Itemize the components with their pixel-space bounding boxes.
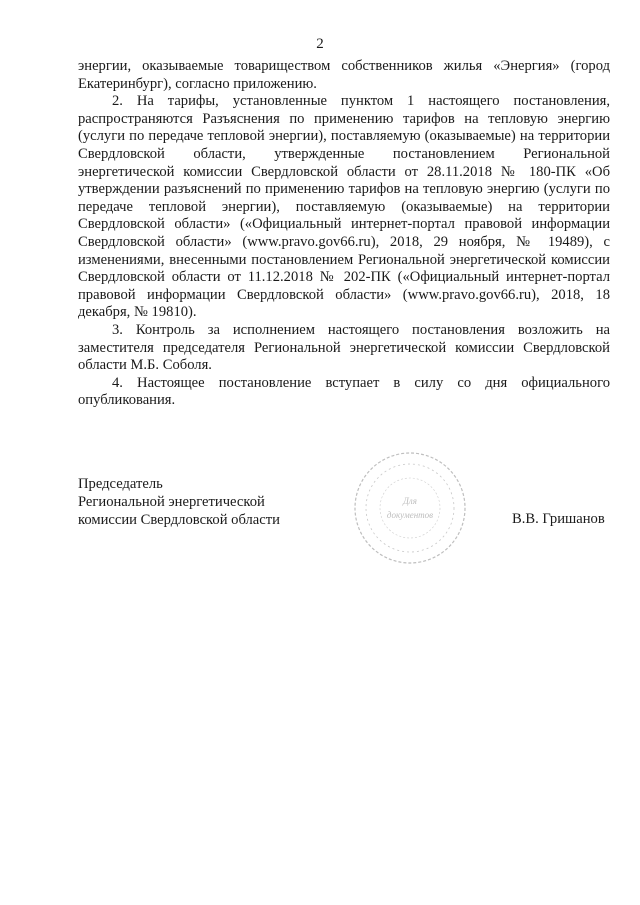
page-number: 2 xyxy=(316,36,324,52)
svg-text:документов: документов xyxy=(386,510,434,520)
signatory-title-line-2: Региональной энергетической xyxy=(78,494,265,510)
paragraph-item-3: 3. Контроль за исполнением настоящего постановления возложить на заместителя председателя Региональной энергетической комиссии Свердловской области М.Б. Соболя. xyxy=(78,321,610,374)
signatory-title-line-3: комиссии Свердловской области xyxy=(78,512,280,528)
signatory-name: В.В. Гришанов xyxy=(512,511,605,527)
paragraph-continuation: энергии, оказываемые товариществом собственников жилья «Энергия» (город Екатеринбург), согласно приложению. xyxy=(78,58,610,92)
signatory-title xyxy=(78,475,280,529)
signatory-title-line-1: Председатель xyxy=(78,476,163,492)
svg-text:Для: Для xyxy=(403,496,417,506)
paragraph-item-2: 2. На тарифы, установленные пунктом 1 настоящего постановления, распространяются Разъяснения по применению тарифов на тепловую энергию (услуги по передаче тепловой энергии), поставляемую (оказываемые) на территории Свердловской области, утвержденные постановлением Региональной энергетической комиссии Свердловской области от 28.11.2018 № 180-ПК «Об утверждении разъяснений по применению тарифов на тепловую энергию (услуги по передаче тепловой энергии), поставляемую (оказываемые) на территории Свердловской области» («Официальный интернет-портал правовой информации Свердловской области» (www.pravo.gov66.ru), 2018, 29 ноября, № 19489), с изменениями, внесенными постановлением Региональной энергетической комиссии Свердловской области от 11.12.2018 № 202-ПК («Официальный интернет-портал правовой информации Свердловской области» (www.pravo.gov66.ru), 2018, 18 декабря, № 19810). xyxy=(78,93,610,321)
paragraph-item-4: 4. Настоящее постановление вступает в силу со дня официального опубликования. xyxy=(78,374,610,409)
official-stamp xyxy=(350,448,470,568)
document-body xyxy=(78,58,610,410)
